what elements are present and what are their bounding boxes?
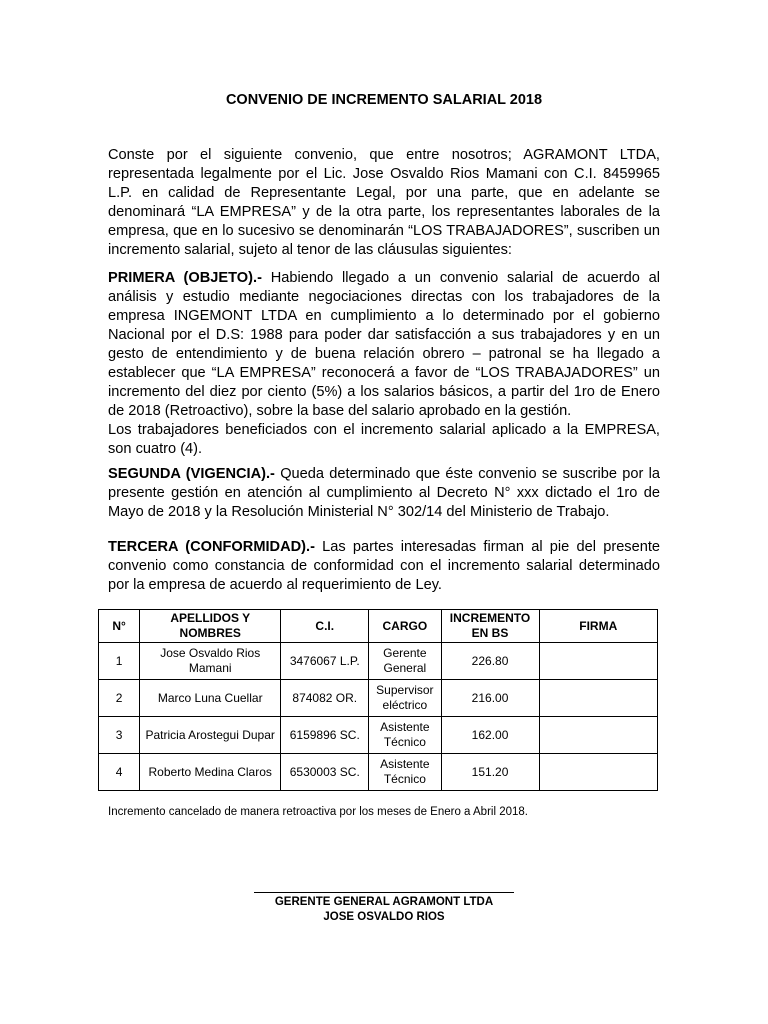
clause-segunda [108,465,660,522]
clause-primera-text2: Los trabajadores beneficiados con el incremento salarial aplicado a la EMPRESA, son cuatro (4). [108,422,660,457]
signature-title: GERENTE GENERAL AGRAMONT LTDA [274,896,494,908]
cell-cargo: Asistente Técnico [369,754,441,791]
clause-segunda-heading: SEGUNDA (VIGENCIA).- [108,466,275,482]
cell-increment: 151.20 [441,754,539,791]
clause-primera-heading: PRIMERA (OBJETO).- [108,270,262,286]
cell-name: Marco Luna Cuellar [140,680,281,717]
table-header-row [99,610,658,643]
cell-name: Patricia Arostegui Dupar [140,717,281,754]
cell-cargo: Asistente Técnico [369,717,441,754]
header-ci: C.I. [281,610,369,643]
cell-cargo: Supervisor eléctrico [369,680,441,717]
table-row [99,680,658,717]
header-increment: INCREMENTO EN BS [441,610,539,643]
salary-table [98,609,658,791]
cell-firma [539,754,657,791]
cell-increment: 162.00 [441,717,539,754]
cell-firma [539,680,657,717]
signature-name: JOSE OSVALDO RIOS [323,911,445,923]
cell-name: Roberto Medina Claros [140,754,281,791]
clause-tercera [108,538,660,595]
cell-firma [539,643,657,680]
intro-paragraph: Conste por el siguiente convenio, que entre nosotros; AGRAMONT LTDA, representada legalmente por el Lic. Jose Osvaldo Rios Mamani con C.I. 8459965 L.P. en calidad de Representante Legal, por una parte, que en adelante se denominará “LA EMPRESA” y de la otra parte, los representantes laborales de la empresa, que en lo sucesivo se denominarán “LOS TRABAJADORES”, suscriben un incremento salarial, sujeto al tenor de las cláusulas siguientes: [108,147,660,258]
document-title: CONVENIO DE INCREMENTO SALARIAL 2018 [225,92,543,108]
signature-line [254,892,514,893]
cell-n: 4 [99,754,140,791]
clause-segunda-text: Queda determinado que éste convenio se suscribe por la presente gestión en atención al cumplimiento al Decreto N° xxx dictado el 1ro de Mayo de 2018 y la Resolución Ministerial N° 302/14 del Ministerio de Trabajo. [108,466,660,520]
cell-firma [539,717,657,754]
clause-primera [108,269,660,459]
cell-name: Jose Osvaldo Rios Mamani [140,643,281,680]
header-name: APELLIDOS Y NOMBRES [140,610,281,643]
cell-ci: 874082 OR. [281,680,369,717]
cell-ci: 3476067 L.P. [281,643,369,680]
table-row [99,643,658,680]
cell-cargo: Gerente General [369,643,441,680]
cell-n: 1 [99,643,140,680]
header-firma: FIRMA [539,610,657,643]
header-cargo: CARGO [369,610,441,643]
clause-tercera-heading: TERCERA (CONFORMIDAD).- [108,539,315,555]
clause-tercera-text: Las partes interesadas firman al pie del presente convenio como constancia de conformidad con el incremento salarial determinado por la empresa de acuerdo al requerimiento de Ley. [108,539,661,593]
table-row [99,717,658,754]
clause-primera-text: Habiendo llegado a un convenio salarial de acuerdo al análisis y estudio mediante negociaciones directas con los trabajadores de la empresa INGEMONT LTDA en cumplimiento a lo determinado por el gobierno Nacional por el D.S: 1988 para poder dar satisfacción a sus trabajadores y en un gesto de entendimiento y de buena relación obrero – patronal se ha llegado a establecer que “LA EMPRESA” reconocerá a favor de “LOS TRABAJADORES” un incremento del diez por ciento (5%) a los salarios básicos, a partir del 1ro de Enero de 2018 (Retroactivo), sobre la base del salario aprobado en la gestión. [108,270,660,419]
cell-increment: 216.00 [441,680,539,717]
cell-ci: 6159896 SC. [281,717,369,754]
header-n: N° [99,610,140,643]
cell-n: 2 [99,680,140,717]
table-row [99,754,658,791]
retroactive-note: Incremento cancelado de manera retroactiva por los meses de Enero a Abril 2018. [108,806,528,818]
cell-n: 3 [99,717,140,754]
cell-ci: 6530003 SC. [281,754,369,791]
cell-increment: 226.80 [441,643,539,680]
